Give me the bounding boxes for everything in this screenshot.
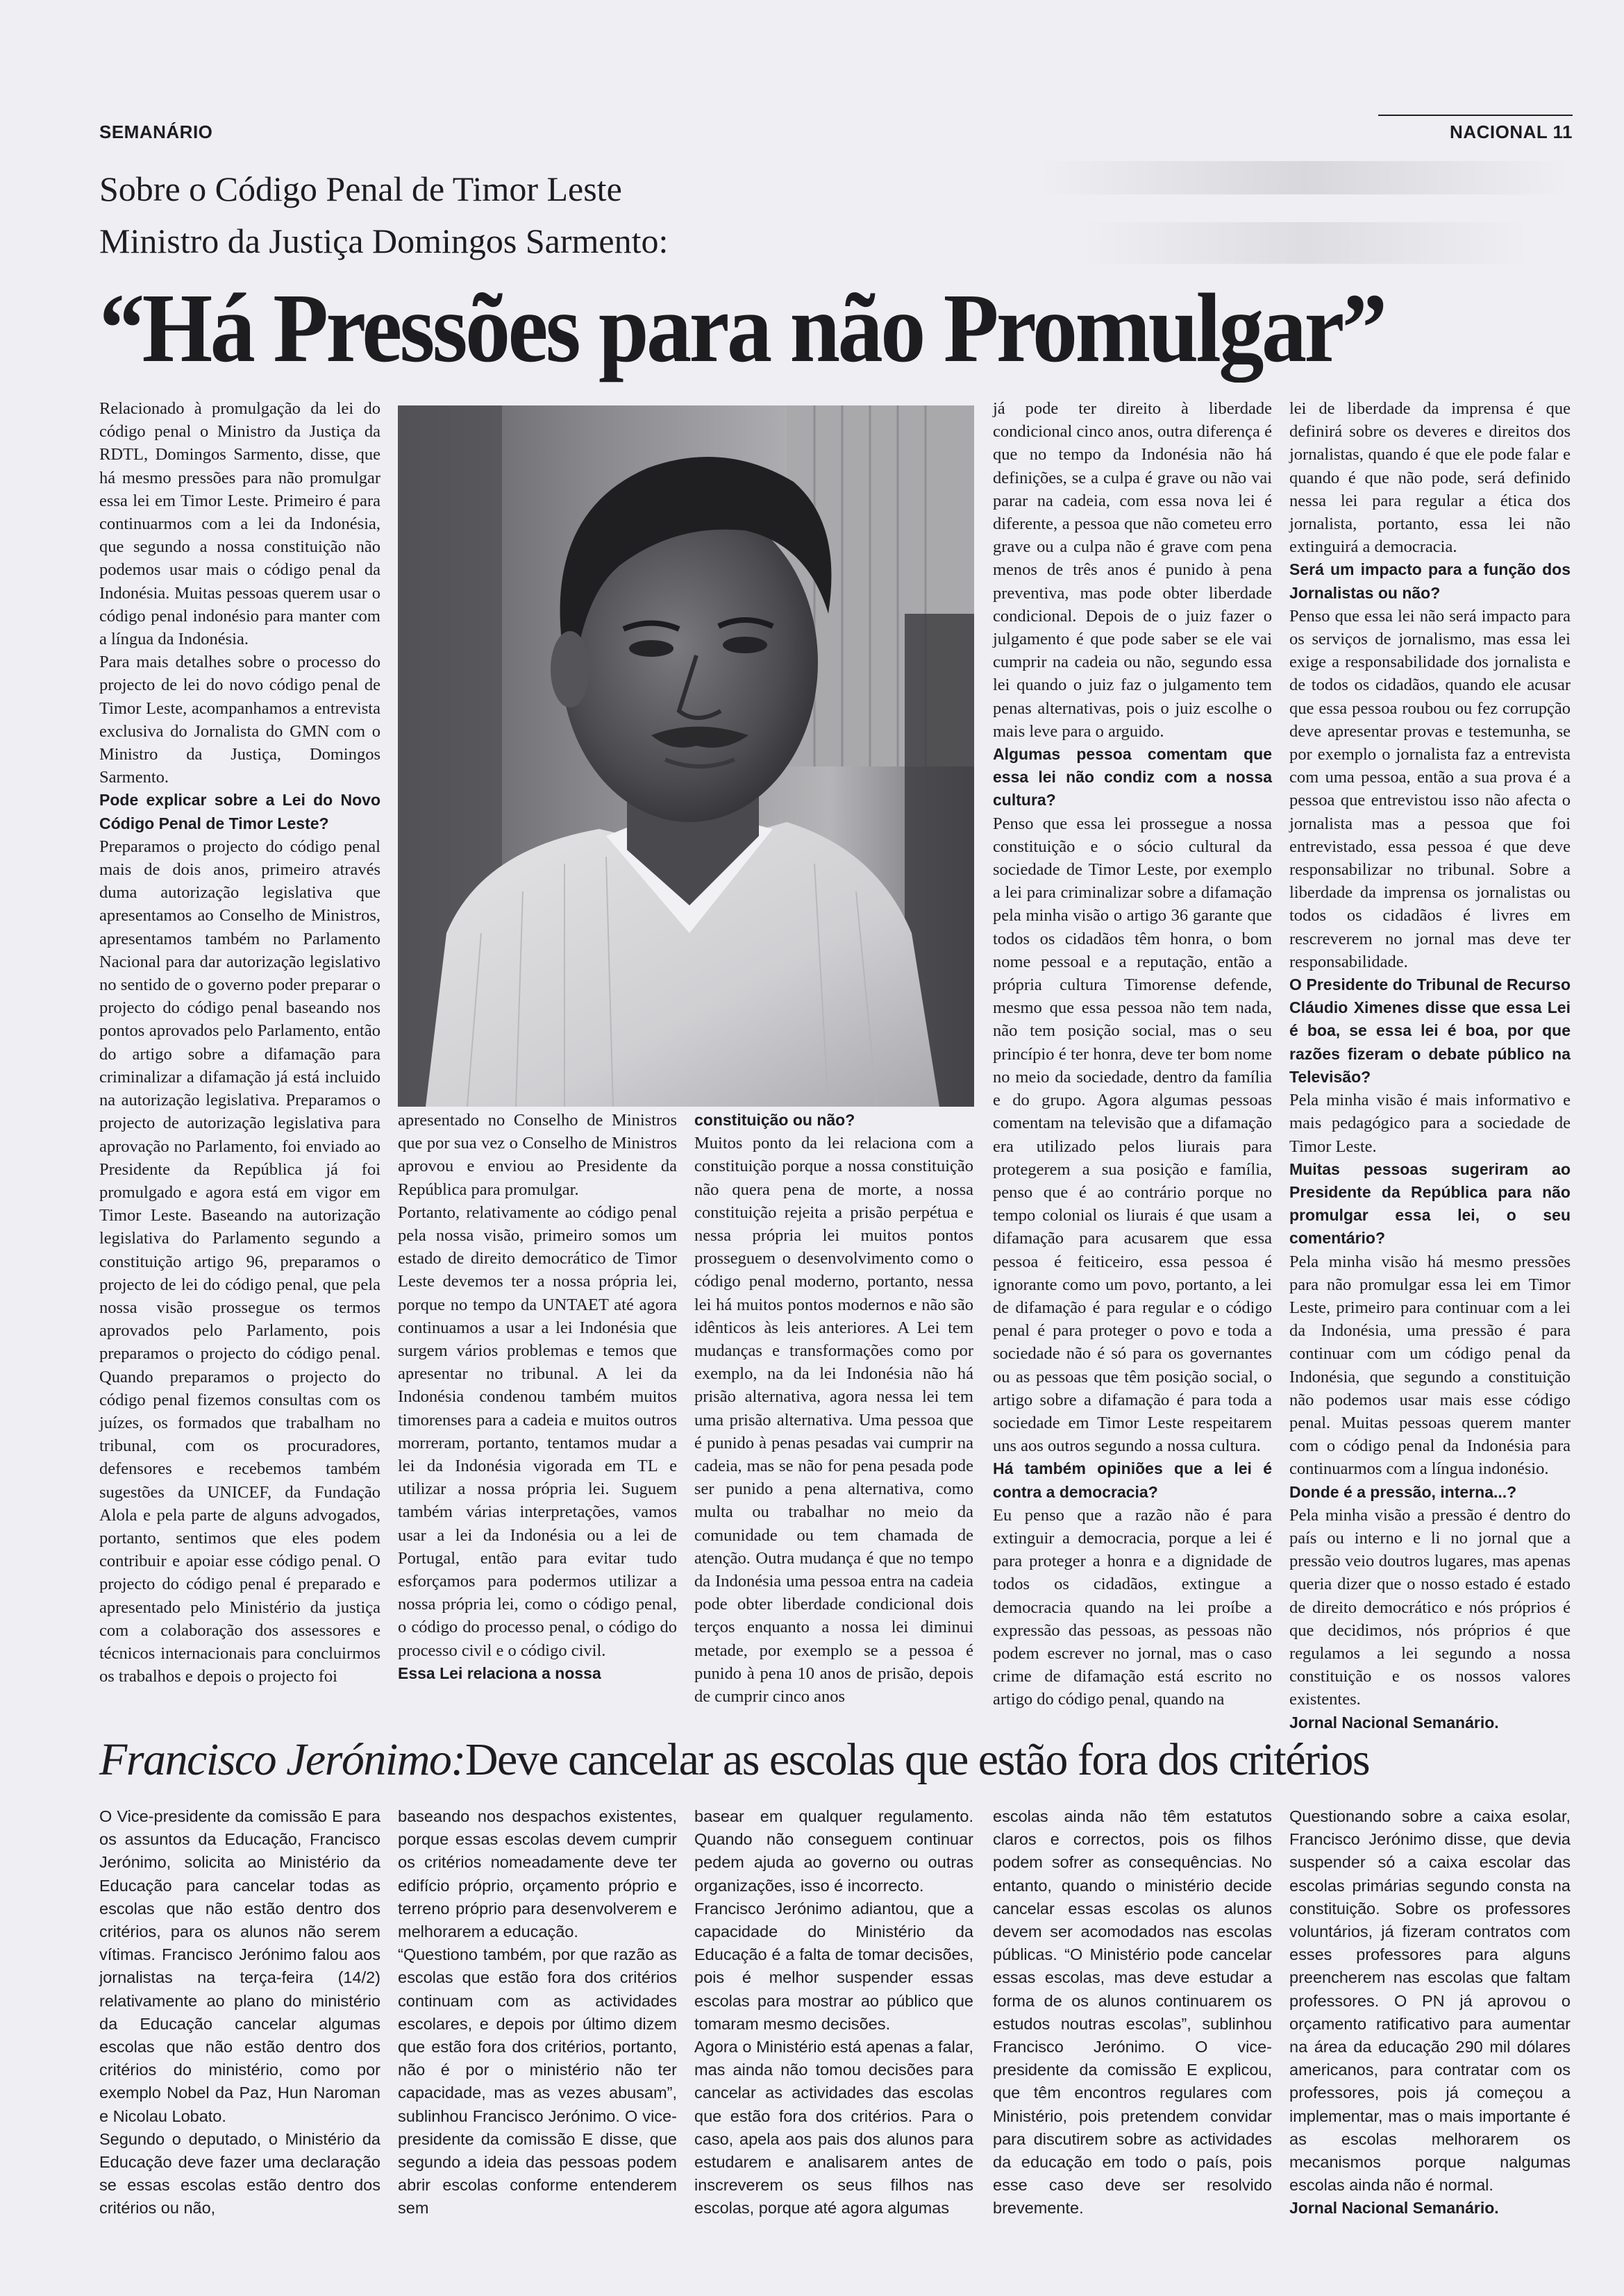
article1-column-4 <box>993 397 1272 1723</box>
paragraph: basear em qualquer regulamento. Quando não conseguem continuar pedem ajuda ao governo ou outras organizações, isso é incorrecto. <box>694 1807 973 1895</box>
header-rule <box>1378 115 1573 116</box>
paragraph: Agora o Ministério está apenas a falar, mas ainda não tomou decisões para cancelar as actividades das escolas que estão fora dos critérios. Para o caso, apela aos pais dos alunos para estudarem e analisarem antes de inscreverem os seus filhos nas escolas, porque até agora algumas <box>694 2038 973 2218</box>
article1-column-2 <box>398 1109 677 1723</box>
paragraph: Para mais detalhes sobre o processo do projecto de lei do novo código penal de Timor Leste, acompanhamos a entrevista exclusiva do Jornalista do GMN com o Ministro da Justiça, Domingos Sarmento. <box>99 653 380 787</box>
article1-column-3 <box>694 1109 973 1723</box>
article2-headline <box>99 1734 1369 1786</box>
article2-column-3 <box>694 1805 973 2218</box>
question-heading: Jornal Nacional Semanário. <box>1289 2199 1499 2218</box>
paragraph: apresentado no Conselho de Ministros que por sua vez o Conselho de Ministros aprovou e enviou ao Presidente da República para promulgar. <box>398 1111 677 1199</box>
article2-column-5 <box>1289 1805 1571 2218</box>
question-heading: Donde é a pressão, interna...? <box>1289 1482 1517 1501</box>
paragraph: Segundo o deputado, o Ministério da Educação deve fazer uma declaração se essas escolas estão dentro dos critérios ou não, <box>99 2129 380 2218</box>
article-headline: “Há Pressões para não Promulgar” <box>99 273 1385 383</box>
bleed-through-shadow <box>1041 161 1569 194</box>
paragraph: O Vice-presidente da comissão E para os assuntos da Educação, Francisco Jerónimo, solicita ao Ministério da Educação para cancelar todas as escolas que não estão dentro dos critérios, para os alunos não serem vítimas. Francisco Jerónimo falou aos jornalistas na terça-feira (14/2) relativamente ao plano do ministério da Educação cancelar algumas escolas que não estão dentro dos critérios do ministério, como por exemplo Nobel da Paz, Hun Naroman e Nicolau Lobato. <box>99 1807 380 2125</box>
paragraph: Eu penso que a razão não é para extinguir a democracia, porque a lei é para proteger a honra e a dignidade de todos os cidadãos, extingue a democracia quando na lei proíbe a expressão das pessoas, as pessoas não podem escrever no jornal, mas o caso crime de difamação está escrito no artigo do código penal, quando na <box>993 1505 1272 1709</box>
paragraph: “Questiono também, por que razão as escolas que estão fora dos critérios continuam com as actividades escolares, e depois por último dizem que estão fora dos critérios, portanto, não é por o ministério não ter capacidade, mas as vezes abusam”, sublinhou Francisco Jerónimo. O vice-presidente da comissão E disse, que segundo a ideia das pessoas podem abrir escolas conforme entenderem sem <box>398 1945 677 2218</box>
article2-headline-text: Deve cancelar as escolas que estão fora dos critérios <box>464 1734 1370 1785</box>
paragraph: Muitos ponto da lei relaciona com a constituição porque a nossa constituição não quera pena de morte, a nossa constituição rejeita a prisão perpétua e nessa própria lei muitos pontos prosseguem o desenvolvimento como o código penal moderno, portanto, nessa lei há muitos pontos modernos e não são idênticos às leis anteriores. A Lei tem mudanças e transformações como por exemplo, na da lei Indonésia não há prisão alternativa, agora nessa lei tem uma prisão alternativa. Uma pessoa que é punido à penas pesadas vai cumprir na cadeia, mas se não for pena pesada pode ser punido a pena alternativa, como multa ou trabalhar no meio da comunidade ou tem chamada de atenção. Outra mudança é que no tempo da Indonésia uma pessoa entra na cadeia pode obter liberdade condicional dois terços enquanto a nossa lei diminui metade, por exemplo se a pessoa é punido à pena 10 anos de prisão, depois de cumprir cinco anos <box>694 1134 973 1707</box>
paragraph: Questionando sobre a caixa esolar, Francisco Jerónimo disse, que devia suspender só a caixa escolar das escolas primárias segundo consta na constituição. Sobre os professores voluntários, já fizeram contratos com esses professores para alguns preencherem nas escolas que faltam professores. O PN já aprovou o orçamento ratificativo para aumentar na área da educação 290 mil dólares americanos, para contratar com os professores, pois já começou a implementar, mas o mais importante é as escolas melhorarem os mecanismos porque nalgumas escolas ainda não é normal. <box>1289 1807 1571 2195</box>
paragraph: Francisco Jerónimo adiantou, que a capacidade do Ministério da Educação é a falta de tomar decisões, pois é melhor suspender essas escolas para mostrar ao público que tomaram mesmo decisões. <box>694 1899 973 2033</box>
article2-column-4 <box>993 1805 1272 2218</box>
paragraph: Penso que essa lei não será impacto para os serviços de jornalismo, mas essa lei exige a responsabilidade dos jornalista e de todos os cidadãos, quando ele acusar que essa pessoa roubou ou fez corrupção deve apresentar provas e testemunha, se por exemplo o jornalista faz a entrevista com uma pessoa, então a sua prova é a pessoa que entrevistou isso não afecta o jornalista mas a pessoa que foi entrevistado, essa pessoa é que deve responsabilizar no tribunal. Sobre a liberdade da imprensa os jornalistas ou todos os cidadãos é livres em rescreverem no jornal mas deve ter responsabilidade. <box>1289 606 1571 971</box>
paragraph: Preparamos o projecto do código penal mais de dois anos, primeiro através duma autorização legislativa que apresentamos ao Conselho de Ministros, apresentamos também no Parlamento Nacional para dar autorização legislativo no sentido de o governo poder preparar o projecto do código penal baseando nos pontos aprovados pelo Parlamento, então do artigo sobre a difamação para criminalizar a difamação já está incluido na autorização legislativa. Preparamos o projecto de autorização legislativa para aprovação no Parlamento, foi enviado ao Presidente da República já foi promulgado e agora está em vigor em Timor Leste. Baseando na autorização legislativa do Parlamento segundo a constituição artigo 96, preparamos o projecto de lei do código penal, que pela nossa visão prossegue os termos aprovados pelo Parlamento, pois preparamos o projecto do código penal. Quando preparamos o projecto do código penal fizemos consultas com os juízes, os formados que trabalham no tribunal, com os procuradores, defensores e recebemos também sugestões da UNICEF, da Fundação Alola e pela parte de alguns advogados, portanto, sentimos que eles podem contribuir e apoiar esse código penal. O projecto do código penal é preparado e apresentado pelo Ministério da justiça com a colaboração dos assessores e técnicos internacionais para concluirmos os trabalhos e depois o projecto foi <box>99 837 380 1686</box>
paragraph: Portanto, relativamente ao código penal pela nossa visão, primeiro somos um estado de direito democrático de Timor Leste devemos ter a nossa própria lei, porque no tempo da UNTAET até agora continuamos a usar a lei Indonésia que surgem vários problemas e temos que apresentar no tribunal. A lei da Indonésia condenou também muitos timorenses para a cadeia e muitos outros morreram, portanto, tentamos mudar a lei da Indonésia vigorada em TL e utilizar a nossa própria lei. Suguem também várias interpretações, vamos usar a lei da Indonésia ou a lei de Portugal, então para evitar tudo esforçamos para podermos utilizar a nossa própria lei, como o código penal, o código do processo penal, o código do processo civil e o código civil. <box>398 1203 677 1660</box>
article2-column-1 <box>99 1805 380 2218</box>
article-subkicker: Ministro da Justiça Domingos Sarmento: <box>99 221 669 260</box>
question-heading: constituição ou não? <box>694 1111 855 1129</box>
paragraph: Relacionado à promulgação da lei do código penal o Ministro da Justiça da RDTL, Domingos Sarmento, disse, que há mesmo pressões para não promulgar essa lei em Timor Leste. Primeiro é para continuarmos com a lei da Indonésia, que segundo a nossa constituição não podemos usar mais o código penal da Indonésia. Muitas pessoas querem usar o código penal indonésio para manter com a língua da Indonésia. <box>99 399 380 649</box>
paragraph: Pela minha visão a pressão é dentro do país ou interno e li no jornal que a pressão veio doutros lugares, mas apenas queria dizer que o nosso estado é estado de direito democrático e nós próprios é que decidimos, nós próprios é que regulamos a lei segundo a nossa constituição e os nossos valores existentes. <box>1289 1505 1571 1709</box>
article1-column-1 <box>99 397 380 1723</box>
question-heading: Será um impacto para a função dos Jornalistas ou não? <box>1289 560 1571 602</box>
question-heading: O Presidente do Tribunal de Recurso Cláudio Ximenes disse que essa Lei é boa, se essa lei é boa, por que razões fizeram o debate público na Televisão? <box>1289 975 1571 1086</box>
paragraph: lei de liberdade da imprensa é que definirá sobre os deveres e direitos dos jornalistas, quando é que ele pode falar e quando é que não pode, será definido nessa lei para regular a ética dos jornalista, portanto, essa lei não extinguirá a democracia. <box>1289 399 1571 557</box>
question-heading: Há também opiniões que a lei é contra a democracia? <box>993 1459 1272 1501</box>
minister-photo <box>398 405 974 1107</box>
paragraph: Penso que essa lei prossegue a nossa constituição e o sócio cultural da sociedade de Timor Leste, por exemplo a lei para criminalizar sobre a difamação pela minha visão o artigo 36 garante que todos os cidadãos têm honra, o bom nome pessoal e a reputação, então a própria cultura Timorense defende, mesmo que essa pessoa não tem nada, não tem posição social, mas o seu princípio é ter honra, deve ter bom nome no meio da sociedade, dentro da família e do grupo. Agora algumas pessoas comentam na televisão que a difamação era utilizado pelos liurais para protegerem a sua posição e família, penso que é ao contrário porque no tempo colonial os liurais é que usam a difamação para acusarem que essa pessoa é feiticeiro, essa pessoa é ignorante como um povo, portanto, a lei de difamação é para regular e o código penal é para proteger o povo e toda a sociedade não é só para os governantes ou as pessoas que têm posição social, o artigo sobre a difamação é para toda a sociedade em Timor Leste respeitarem uns aos outros segundo a nossa cultura. <box>993 814 1272 1456</box>
article2-column-2 <box>398 1805 677 2218</box>
page-section-number: NACIONAL 11 <box>1450 121 1573 142</box>
paragraph: Pela minha visão é mais informativo e mais pedagógico para a sociedade de Timor Leste. <box>1289 1091 1571 1156</box>
bleed-through-shadow <box>1083 222 1527 264</box>
article1-column-5 <box>1289 397 1571 1737</box>
article-kicker: Sobre o Código Penal de Timor Leste <box>99 169 622 208</box>
question-heading: Pode explicar sobre a Lei do Novo Código Penal de Timor Leste? <box>99 791 380 832</box>
question-heading: Muitas pessoas sugeriram ao Presidente da República para não promulgar essa lei, o seu comentário? <box>1289 1159 1571 1248</box>
question-heading: Algumas pessoa comentam que essa lei não condiz com a nossa cultura? <box>993 745 1272 810</box>
paragraph: baseando nos despachos existentes, porque essas escolas devem cumprir os critérios nomeadamente deve ter edifício próprio, orçamento próprio e terreno próprio para desenvolverem e melhorarem a educação. <box>398 1807 677 1941</box>
paragraph: já pode ter direito à liberdade condicional cinco anos, outra diferença é que no tempo da Indonésia não há definições, se a culpa é grave ou não vai parar na cadeia, com essa nova lei é diferente, a pessoa que não cometeu erro grave ou a culpa não é grave com pena menos de três anos é punido à pena preventiva, mas pode obter liberdade condicional. Depois de o juiz fazer o julgamento é que pode saber se ele vai cumprir na cadeia ou não, segundo essa lei quando o juiz faz o julgamento tem penas alternativas, pois o juiz escolhe o mais leve para o arguido. <box>993 399 1272 741</box>
paragraph: escolas ainda não têm estatutos claros e correctos, pois os filhos podem sofrer as consequências. No entanto, quando o ministério decide cancelar essas escolas os alunos devem ser acomodados nas escolas públicas. “O Ministério pode cancelar essas escolas, mas deve estudar a forma de os alunos continuarem os estudos noutras escolas”, sublinhou Francisco Jerónimo. O vice-presidente da comissão E explicou, que têm encontros regulares com Ministério, pois pretendem convidar para discutirem sobre as actividades da educação em todo o país, pois esse caso deve ser resolvido brevemente. <box>993 1807 1272 2218</box>
question-heading: Jornal Nacional Semanário. <box>1289 1713 1499 1732</box>
newspaper-name: SEMANÁRIO <box>99 121 213 142</box>
question-heading: Essa Lei relaciona a nossa <box>398 1664 601 1682</box>
paragraph: Pela minha visão há mesmo pressões para não promulgar essa lei em Timor Leste, primeiro para continuar com a lei da Indonésia, uma pressão é para continuar com um código penal da Indonésia, que segundo a constituição não podemos usar mais esse código penal. Muitas pessoas querem manter com o código penal da Indonésia para continuarmos com a língua indonésio. <box>1289 1252 1571 1479</box>
article2-person-name: Francisco Jerónimo: <box>99 1734 465 1785</box>
